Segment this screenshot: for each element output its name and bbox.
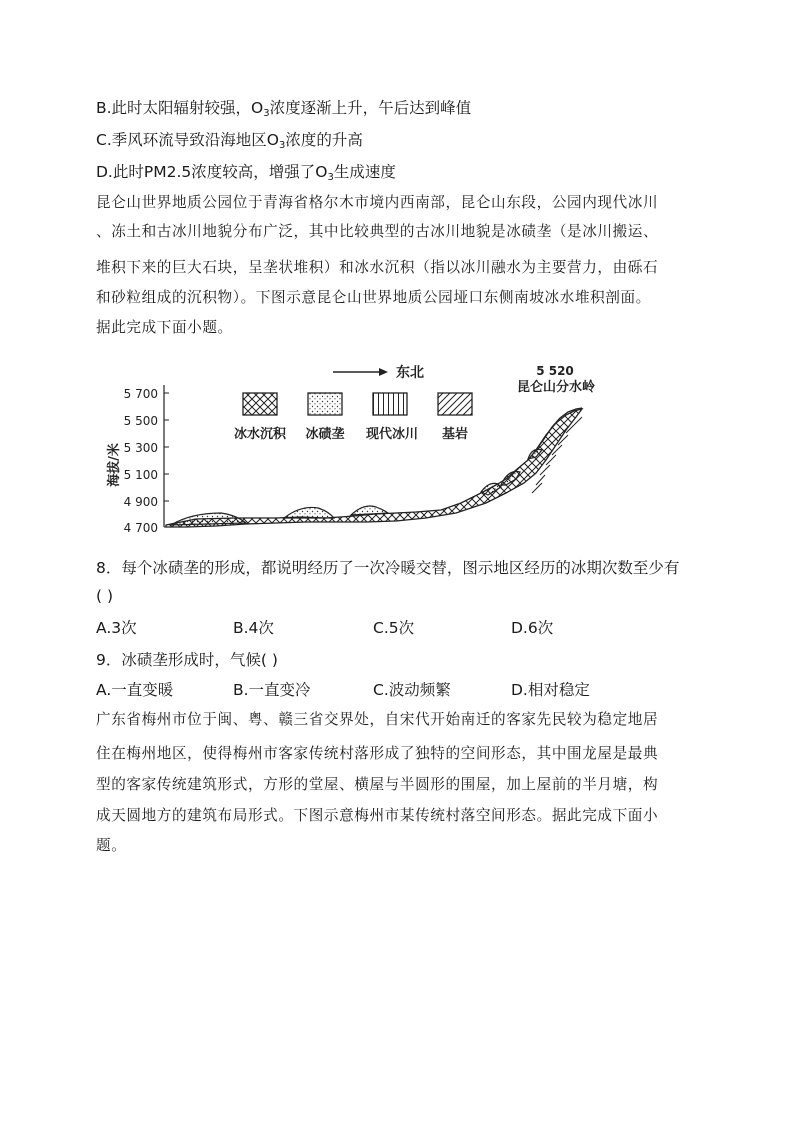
- y-tick-label: 5 700: [123, 387, 158, 401]
- q7-option-d: D.此时PM2.5浓度较高，增强了$O_3$生成速度: [96, 163, 396, 183]
- passage1-line-5: 据此完成下面小题。: [96, 319, 233, 336]
- passage2-line-2: 住在梅州地区，使得梅州市客家传统村落形成了独特的空间形态，其中围龙屋是最典: [96, 745, 659, 762]
- q9-stem: 9．冰碛垄形成时，气候( ): [96, 651, 278, 669]
- q7-option-c: C.季风环流导致沿海地区$O_3$浓度的升高: [96, 131, 363, 151]
- passage2-line-4: 成天圆地方的建筑布局形式。下图示意梅州市某传统村落空间形态。据此完成下面小: [96, 807, 659, 824]
- y-tick-label: 4 700: [123, 521, 158, 535]
- passage1-line-3: 堆积下来的巨大石块，呈垄状堆积）和冰水沉积（指以冰川融水为主要营力，由砾石: [96, 259, 659, 276]
- y-ticks: [164, 393, 169, 527]
- legend-swatch-moraine: [308, 393, 342, 415]
- passage2-line-3: 型的客家传统建筑形式，方形的堂屋、横屋与半圆形的围屋，加上屋前的半月塘，构: [96, 776, 659, 793]
- passage2-line-5: 题。: [96, 837, 127, 854]
- arrow-head-icon: [379, 368, 388, 376]
- q8-paren: ( ): [96, 587, 114, 605]
- passage2-line-1: 广东省梅州市位于闽、粤、赣三省交界处，自宋代开始南迁的客家先民较为稳定地居: [96, 711, 659, 728]
- profile-diagram: [96, 355, 616, 535]
- direction-label: 东北: [396, 365, 424, 381]
- q9-option-a[interactable]: A.一直变暖: [96, 681, 174, 699]
- legend: [234, 393, 472, 442]
- legend-label: 冰碛垄: [305, 427, 345, 442]
- legend-swatch-outwash: [243, 393, 277, 415]
- q9-option-c[interactable]: C.波动频繁: [373, 681, 451, 699]
- passage1-line-4: 和砂粒组成的沉积物）。下图示意昆仑山世界地质公园垭口东侧南坡冰水堆积剖面。: [96, 289, 651, 306]
- q8-option-a[interactable]: A.3次: [96, 619, 137, 637]
- moraine-ridge-3: [351, 506, 388, 515]
- y-tick-label: 5 100: [123, 468, 158, 482]
- q9-option-d[interactable]: D.相对稳定: [511, 681, 590, 699]
- legend-swatch-bedrock: [438, 393, 472, 415]
- q9-option-b[interactable]: B.一直变冷: [233, 681, 311, 699]
- legend-label: 基岩: [441, 427, 469, 442]
- passage1-line-1: 昆仑山世界地质公园位于青海省格尔木市境内西南部，昆仑山东段，公园内现代冰川: [96, 194, 659, 211]
- legend-swatch-glacier: [373, 393, 407, 415]
- q8-option-c[interactable]: C.5次: [373, 619, 415, 637]
- moraine-ridge-1: [171, 513, 246, 525]
- y-tick-label: 4 900: [123, 495, 158, 509]
- y-tick-label: 5 300: [123, 441, 158, 455]
- peak-label: 昆仑山分水岭: [516, 380, 596, 395]
- y-tick-label: 5 500: [123, 414, 158, 428]
- glacial-profile-figure: [96, 355, 616, 539]
- peak-value: 5 520: [536, 364, 574, 378]
- legend-label: 现代冰川: [365, 427, 419, 442]
- q7-option-b: B.此时太阳辐射较强，$O_3$浓度逐渐上升，午后达到峰值: [96, 99, 472, 119]
- q8-stem: 8．每个冰碛垄的形成，都说明经历了一次冷暖交替，图示地区经历的冰期次数至少有: [96, 559, 680, 577]
- moraine-ridge-2: [284, 507, 334, 518]
- q8-option-d[interactable]: D.6次: [511, 619, 554, 637]
- y-axis-label: 海拔/米: [107, 443, 122, 487]
- legend-label: 冰水沉积: [233, 427, 287, 442]
- q8-option-b[interactable]: B.4次: [233, 619, 274, 637]
- passage1-line-2: 、冻土和古冰川地貌分布广泛，其中比较典型的古冰川地貌是冰碛垄（是冰川搬运、: [96, 223, 659, 240]
